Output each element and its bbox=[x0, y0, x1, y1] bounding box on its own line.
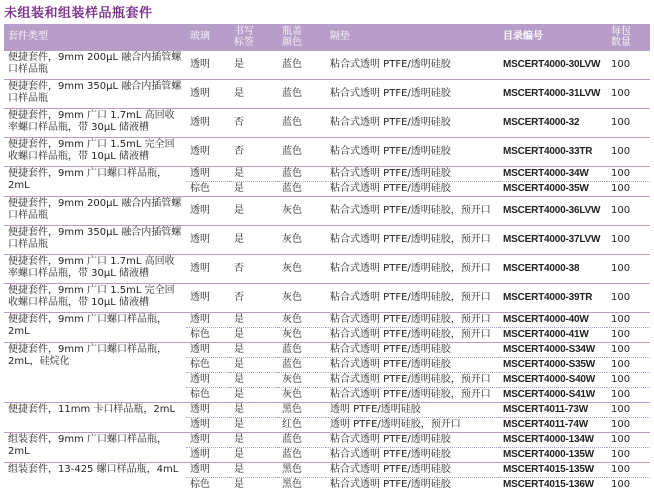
kit-type-cell: 便捷套件，9mm 广口螺口样品瓶，2mL bbox=[4, 167, 186, 197]
septa-cell: 粘合式透明 PTFE/透明硅胶，预开口 bbox=[326, 328, 499, 343]
septa-cell: 粘合式透明 PTFE/透明硅胶 bbox=[326, 109, 499, 138]
catalog-number-cell: MSCERT4000-35W bbox=[499, 182, 607, 197]
quantity-cell: 100 bbox=[607, 167, 650, 182]
septa-cell: 粘合式透明 PTFE/透明硅胶 bbox=[326, 80, 499, 109]
label-cell: 是 bbox=[230, 343, 278, 358]
glass-cell: 棕色 bbox=[186, 182, 230, 197]
septa-cell: 粘合式透明 PTFE/透明硅胶，预开口 bbox=[326, 255, 499, 284]
cap-color-cell: 蓝色 bbox=[278, 343, 326, 358]
header-label-text: 书写标签 bbox=[234, 26, 254, 48]
kit-type-cell: 组装套件，13-425 螺口样品瓶，4mL bbox=[4, 463, 186, 493]
header-qty bbox=[607, 24, 650, 51]
catalog-number-cell: MSCERT4000-38 bbox=[499, 255, 607, 284]
label-cell: 是 bbox=[230, 313, 278, 328]
quantity-cell: 100 bbox=[607, 388, 650, 403]
page-title: 未组装和组装样品瓶套件 bbox=[4, 6, 153, 21]
table-row bbox=[4, 343, 650, 358]
glass-cell: 透明 bbox=[186, 226, 230, 255]
glass-cell: 透明 bbox=[186, 418, 230, 433]
cap-color-cell: 灰色 bbox=[278, 197, 326, 226]
catalog-number-cell: MSCERT4000-134W bbox=[499, 433, 607, 448]
quantity-cell: 100 bbox=[607, 433, 650, 448]
catalog-number-cell: MSCERT4011-74W bbox=[499, 418, 607, 433]
kit-type-cell: 便捷套件，9mm 350µL 融合内插管螺口样品瓶 bbox=[4, 80, 186, 109]
cap-color-cell: 灰色 bbox=[278, 255, 326, 284]
catalog-number-cell: MSCERT4000-135W bbox=[499, 448, 607, 463]
table-row bbox=[4, 80, 650, 109]
table-row bbox=[4, 197, 650, 226]
septa-cell: 粘合式透明 PTFE/透明硅胶 bbox=[326, 433, 499, 448]
septa-cell: 粘合式透明 PTFE/透明硅胶 bbox=[326, 358, 499, 373]
catalog-number-cell: MSCERT4000-41W bbox=[499, 328, 607, 343]
septa-cell: 粘合式透明 PTFE/透明硅胶 bbox=[326, 448, 499, 463]
catalog-number-cell: MSCERT4000-37LVW bbox=[499, 226, 607, 255]
cap-color-cell: 蓝色 bbox=[278, 448, 326, 463]
quantity-cell: 100 bbox=[607, 197, 650, 226]
table-body bbox=[4, 51, 650, 493]
cap-color-cell: 灰色 bbox=[278, 313, 326, 328]
catalog-number-cell: MSCERT4000-40W bbox=[499, 313, 607, 328]
septa-cell: 粘合式透明 PTFE/透明硅胶，预开口 bbox=[326, 226, 499, 255]
cap-color-cell: 蓝色 bbox=[278, 433, 326, 448]
label-cell: 否 bbox=[230, 109, 278, 138]
septa-cell: 透明 PTFE/透明硅胶 bbox=[326, 403, 499, 418]
table-row bbox=[4, 463, 650, 478]
label-cell: 是 bbox=[230, 182, 278, 197]
glass-cell: 透明 bbox=[186, 313, 230, 328]
label-cell: 是 bbox=[230, 448, 278, 463]
glass-cell: 透明 bbox=[186, 197, 230, 226]
label-cell: 否 bbox=[230, 284, 278, 313]
catalog-number-cell: MSCERT4000-32 bbox=[499, 109, 607, 138]
cap-color-cell: 黑色 bbox=[278, 463, 326, 478]
glass-cell: 透明 bbox=[186, 51, 230, 80]
table-row bbox=[4, 138, 650, 167]
table-row bbox=[4, 433, 650, 448]
cap-color-cell: 灰色 bbox=[278, 373, 326, 388]
glass-cell: 棕色 bbox=[186, 388, 230, 403]
glass-cell: 棕色 bbox=[186, 478, 230, 493]
catalog-number-cell: MSCERT4000-30LVW bbox=[499, 51, 607, 80]
septa-cell: 粘合式透明 PTFE/透明硅胶 bbox=[326, 182, 499, 197]
table-row bbox=[4, 51, 650, 80]
glass-cell: 透明 bbox=[186, 433, 230, 448]
kit-type-cell: 便捷套件，9mm 广口螺口样品瓶，2mL bbox=[4, 313, 186, 343]
catalog-number-cell: MSCERT4000-S41W bbox=[499, 388, 607, 403]
quantity-cell: 100 bbox=[607, 448, 650, 463]
septa-cell: 粘合式透明 PTFE/透明硅胶，预开口 bbox=[326, 388, 499, 403]
header-cap bbox=[278, 24, 326, 51]
header-label bbox=[230, 24, 278, 51]
glass-cell: 透明 bbox=[186, 448, 230, 463]
header-cap-text: 瓶盖颜色 bbox=[282, 26, 302, 48]
label-cell: 是 bbox=[230, 167, 278, 182]
glass-cell: 透明 bbox=[186, 80, 230, 109]
quantity-cell: 100 bbox=[607, 80, 650, 109]
catalog-number-cell: MSCERT4000-39TR bbox=[499, 284, 607, 313]
label-cell: 是 bbox=[230, 51, 278, 80]
septa-cell: 粘合式透明 PTFE/透明硅胶 bbox=[326, 51, 499, 80]
label-cell: 是 bbox=[230, 388, 278, 403]
cap-color-cell: 蓝色 bbox=[278, 167, 326, 182]
catalog-number-cell: MSCERT4000-33TR bbox=[499, 138, 607, 167]
kit-type-cell: 便捷套件，9mm 广口 1.7mL 高回收率螺口样品瓶，带 30µL 储液槽 bbox=[4, 109, 186, 138]
kit-type-cell: 便捷套件，9mm 200µL 融合内插管螺口样品瓶 bbox=[4, 197, 186, 226]
septa-cell: 粘合式透明 PTFE/透明硅胶，预开口 bbox=[326, 197, 499, 226]
table-row bbox=[4, 255, 650, 284]
quantity-cell: 100 bbox=[607, 343, 650, 358]
septa-cell: 粘合式透明 PTFE/透明硅胶 bbox=[326, 463, 499, 478]
label-cell: 否 bbox=[230, 255, 278, 284]
kit-type-cell: 便捷套件，9mm 广口 1.7mL 高回收率螺口样品瓶，带 30µL 储液槽 bbox=[4, 255, 186, 284]
quantity-cell: 100 bbox=[607, 478, 650, 493]
vial-kit-table bbox=[4, 24, 650, 492]
header-septa: 隔垫 bbox=[330, 31, 350, 42]
label-cell: 是 bbox=[230, 433, 278, 448]
catalog-number-cell: MSCERT4015-135W bbox=[499, 463, 607, 478]
label-cell: 是 bbox=[230, 403, 278, 418]
glass-cell: 棕色 bbox=[186, 328, 230, 343]
quantity-cell: 100 bbox=[607, 328, 650, 343]
cap-color-cell: 蓝色 bbox=[278, 109, 326, 138]
glass-cell: 透明 bbox=[186, 463, 230, 478]
quantity-cell: 100 bbox=[607, 403, 650, 418]
quantity-cell: 100 bbox=[607, 109, 650, 138]
septa-cell: 粘合式透明 PTFE/透明硅胶 bbox=[326, 138, 499, 167]
label-cell: 是 bbox=[230, 80, 278, 109]
septa-cell: 粘合式透明 PTFE/透明硅胶 bbox=[326, 343, 499, 358]
quantity-cell: 100 bbox=[607, 284, 650, 313]
kit-type-cell: 便捷套件，9mm 广口 1.5mL 完全回收螺口样品瓶，带 10µL 储液槽 bbox=[4, 284, 186, 313]
cap-color-cell: 蓝色 bbox=[278, 182, 326, 197]
quantity-cell: 100 bbox=[607, 138, 650, 167]
cap-color-cell: 蓝色 bbox=[278, 80, 326, 109]
glass-cell: 棕色 bbox=[186, 358, 230, 373]
cap-color-cell: 黑色 bbox=[278, 478, 326, 493]
label-cell: 是 bbox=[230, 226, 278, 255]
glass-cell: 透明 bbox=[186, 255, 230, 284]
catalog-number-cell: MSCERT4000-S35W bbox=[499, 358, 607, 373]
table-row bbox=[4, 109, 650, 138]
header-catalog: 目录编号 bbox=[503, 31, 543, 42]
kit-type-cell: 便捷套件，9mm 广口螺口样品瓶，2mL，硅烷化 bbox=[4, 343, 186, 403]
quantity-cell: 100 bbox=[607, 182, 650, 197]
catalog-number-cell: MSCERT4011-73W bbox=[499, 403, 607, 418]
table-row bbox=[4, 284, 650, 313]
quantity-cell: 100 bbox=[607, 51, 650, 80]
label-cell: 否 bbox=[230, 138, 278, 167]
label-cell: 是 bbox=[230, 478, 278, 493]
quantity-cell: 100 bbox=[607, 358, 650, 373]
table-row bbox=[4, 226, 650, 255]
septa-cell: 粘合式透明 PTFE/透明硅胶，预开口 bbox=[326, 373, 499, 388]
table-row bbox=[4, 313, 650, 328]
catalog-number-cell: MSCERT4000-34W bbox=[499, 167, 607, 182]
cap-color-cell: 灰色 bbox=[278, 388, 326, 403]
glass-cell: 透明 bbox=[186, 138, 230, 167]
septa-cell: 粘合式透明 PTFE/透明硅胶 bbox=[326, 167, 499, 182]
glass-cell: 透明 bbox=[186, 403, 230, 418]
cap-color-cell: 黑色 bbox=[278, 403, 326, 418]
quantity-cell: 100 bbox=[607, 463, 650, 478]
glass-cell: 透明 bbox=[186, 109, 230, 138]
quantity-cell: 100 bbox=[607, 418, 650, 433]
quantity-cell: 100 bbox=[607, 373, 650, 388]
catalog-number-cell: MSCERT4000-S40W bbox=[499, 373, 607, 388]
table-header-row bbox=[4, 24, 650, 51]
header-kit-type: 套件类型 bbox=[8, 31, 48, 42]
kit-type-cell: 组装套件，9mm 广口螺口样品瓶，2mL bbox=[4, 433, 186, 463]
label-cell: 是 bbox=[230, 197, 278, 226]
label-cell: 是 bbox=[230, 373, 278, 388]
cap-color-cell: 灰色 bbox=[278, 328, 326, 343]
header-glass: 玻璃 bbox=[190, 31, 210, 42]
catalog-number-cell: MSCERT4000-S34W bbox=[499, 343, 607, 358]
catalog-number-cell: MSCERT4015-136W bbox=[499, 478, 607, 493]
glass-cell: 透明 bbox=[186, 284, 230, 313]
septa-cell: 粘合式透明 PTFE/透明硅胶，预开口 bbox=[326, 284, 499, 313]
quantity-cell: 100 bbox=[607, 313, 650, 328]
label-cell: 是 bbox=[230, 463, 278, 478]
septa-cell: 透明 PTFE/透明硅胶，预开口 bbox=[326, 418, 499, 433]
label-cell: 是 bbox=[230, 358, 278, 373]
cap-color-cell: 灰色 bbox=[278, 226, 326, 255]
glass-cell: 透明 bbox=[186, 343, 230, 358]
quantity-cell: 100 bbox=[607, 255, 650, 284]
septa-cell: 粘合式透明 PTFE/透明硅胶 bbox=[326, 478, 499, 493]
cap-color-cell: 灰色 bbox=[278, 284, 326, 313]
cap-color-cell: 蓝色 bbox=[278, 51, 326, 80]
cap-color-cell: 蓝色 bbox=[278, 138, 326, 167]
header-qty-text: 每包数量 bbox=[611, 26, 631, 48]
glass-cell: 透明 bbox=[186, 373, 230, 388]
catalog-number-cell: MSCERT4000-36LVW bbox=[499, 197, 607, 226]
label-cell: 是 bbox=[230, 328, 278, 343]
kit-type-cell: 便捷套件，9mm 350µL 融合内插管螺口样品瓶 bbox=[4, 226, 186, 255]
label-cell: 是 bbox=[230, 418, 278, 433]
table-row bbox=[4, 403, 650, 418]
glass-cell: 透明 bbox=[186, 167, 230, 182]
cap-color-cell: 红色 bbox=[278, 418, 326, 433]
table-row bbox=[4, 167, 650, 182]
cap-color-cell: 蓝色 bbox=[278, 358, 326, 373]
kit-type-cell: 便捷套件，9mm 200µL 融合内插管螺口样品瓶 bbox=[4, 51, 186, 80]
quantity-cell: 100 bbox=[607, 226, 650, 255]
kit-type-cell: 便捷套件，9mm 广口 1.5mL 完全回收螺口样品瓶，带 10µL 储液槽 bbox=[4, 138, 186, 167]
kit-type-cell: 便捷套件，11mm 卡口样品瓶，2mL bbox=[4, 403, 186, 433]
septa-cell: 粘合式透明 PTFE/透明硅胶，预开口 bbox=[326, 313, 499, 328]
catalog-number-cell: MSCERT4000-31LVW bbox=[499, 80, 607, 109]
